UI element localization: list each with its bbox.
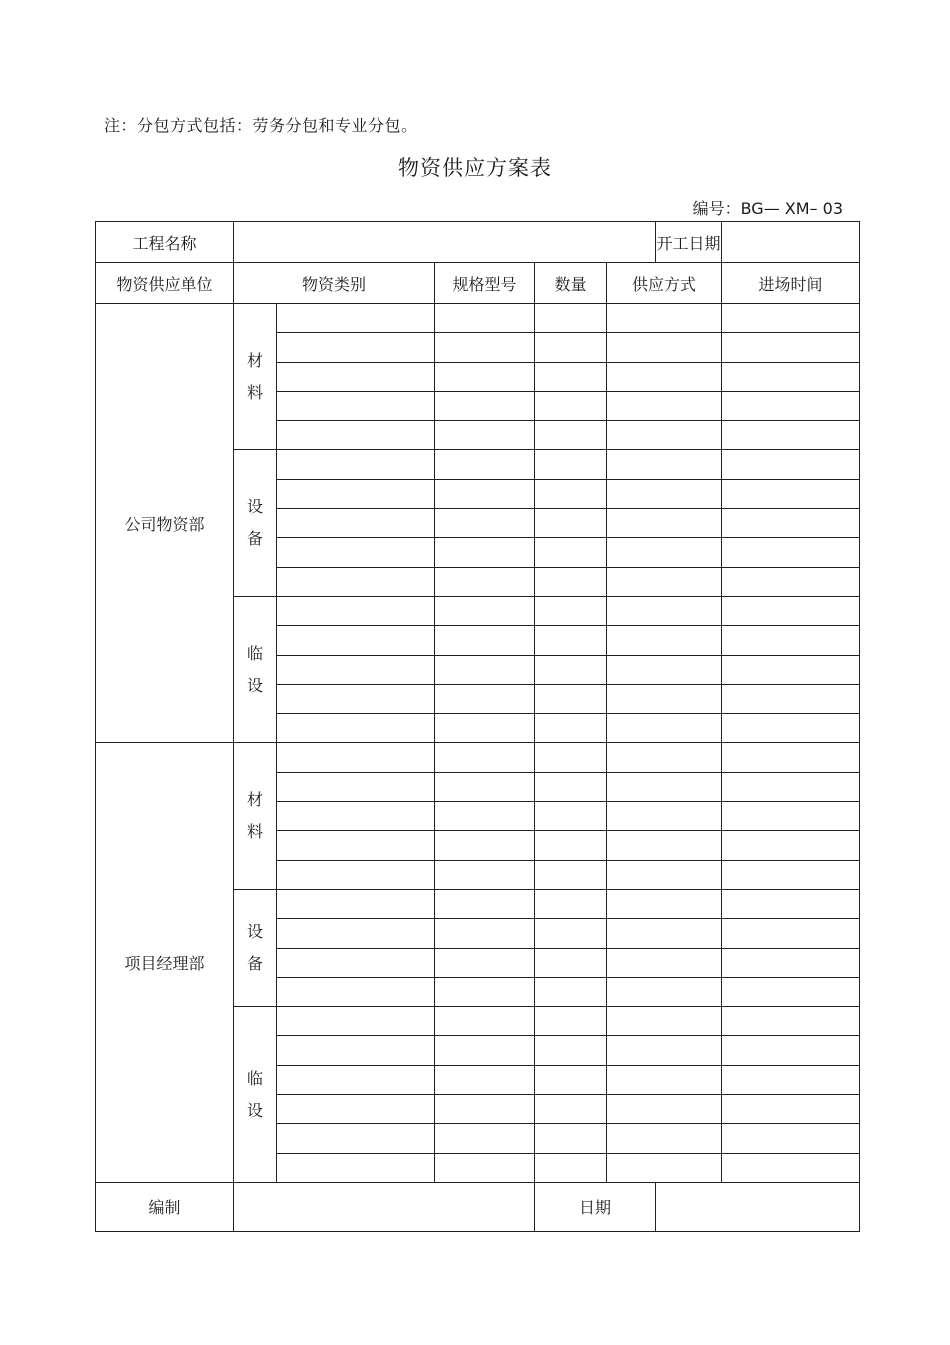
entry-time-cell[interactable] (722, 1124, 860, 1153)
supply-mode-cell[interactable] (607, 684, 722, 713)
category-item-cell[interactable] (277, 1095, 435, 1124)
spec-cell[interactable] (435, 333, 535, 362)
category-item-cell[interactable] (277, 567, 435, 596)
quantity-cell[interactable] (535, 391, 607, 420)
date-field[interactable] (656, 1182, 860, 1231)
supplier-unit-cell: 项目经理部 (96, 743, 234, 1182)
category-item-cell[interactable] (277, 626, 435, 655)
category-item-cell[interactable] (277, 1124, 435, 1153)
category-item-cell[interactable] (277, 802, 435, 831)
supply-mode-cell[interactable] (607, 567, 722, 596)
spec-cell[interactable] (435, 1095, 535, 1124)
supply-mode-cell[interactable] (607, 1124, 722, 1153)
category-group-char: 备 (246, 954, 263, 974)
spec-cell[interactable] (435, 479, 535, 508)
entry-time-cell[interactable] (722, 831, 860, 860)
quantity-cell[interactable] (535, 304, 607, 333)
quantity-cell[interactable] (535, 831, 607, 860)
supply-mode-cell[interactable] (607, 948, 722, 977)
entry-time-cell[interactable] (722, 948, 860, 977)
quantity-cell[interactable] (535, 655, 607, 684)
quantity-cell[interactable] (535, 596, 607, 625)
quantity-cell[interactable] (535, 567, 607, 596)
supply-mode-cell[interactable] (607, 1036, 722, 1065)
spec-cell[interactable] (435, 831, 535, 860)
category-item-cell[interactable] (277, 479, 435, 508)
project-name-field[interactable] (234, 222, 656, 263)
supply-mode-cell[interactable] (607, 479, 722, 508)
supplier-unit-cell: 公司物资部 (96, 304, 234, 743)
category-group-char: 料 (246, 382, 263, 402)
spec-cell[interactable] (435, 977, 535, 1006)
entry-time-cell[interactable] (722, 889, 860, 918)
quantity-cell[interactable] (535, 1153, 607, 1182)
category-item-cell[interactable] (277, 304, 435, 333)
entry-time-cell[interactable] (722, 421, 860, 450)
category-item-cell[interactable] (277, 538, 435, 567)
quantity-cell[interactable] (535, 977, 607, 1006)
entry-time-cell[interactable] (722, 333, 860, 362)
supply-mode-cell[interactable] (607, 772, 722, 801)
supply-mode-cell[interactable] (607, 450, 722, 479)
supply-mode-cell[interactable] (607, 655, 722, 684)
footer-row (96, 1182, 860, 1231)
start-date-label: 开工日期 (656, 222, 722, 263)
spec-cell[interactable] (435, 743, 535, 772)
document-code (600, 196, 843, 219)
spec-cell[interactable] (435, 450, 535, 479)
category-group-label (234, 889, 277, 1006)
entry-time-cell[interactable] (722, 1065, 860, 1094)
category-item-cell[interactable] (277, 948, 435, 977)
entry-time-cell[interactable] (722, 362, 860, 391)
entry-time-cell[interactable] (722, 919, 860, 948)
spec-cell[interactable] (435, 538, 535, 567)
category-group-label (234, 304, 277, 450)
spec-cell[interactable] (435, 509, 535, 538)
entry-time-cell[interactable] (722, 304, 860, 333)
category-item-cell[interactable] (277, 450, 435, 479)
supply-mode-cell[interactable] (607, 538, 722, 567)
category-item-cell[interactable] (277, 596, 435, 625)
prepared-by-field[interactable] (234, 1182, 535, 1231)
quantity-cell[interactable] (535, 948, 607, 977)
quantity-cell[interactable] (535, 333, 607, 362)
entry-time-cell[interactable] (722, 655, 860, 684)
supply-mode-cell[interactable] (607, 362, 722, 391)
quantity-header: 数量 (535, 263, 607, 304)
category-group-char: 设 (246, 497, 263, 517)
spec-cell[interactable] (435, 1065, 535, 1094)
spec-cell[interactable] (435, 684, 535, 713)
category-group-char: 料 (246, 822, 263, 842)
page-title: 物资供应方案表 (398, 156, 552, 180)
category-item-cell[interactable] (277, 684, 435, 713)
supply-mode-cell[interactable] (607, 831, 722, 860)
quantity-cell[interactable] (535, 1007, 607, 1036)
category-item-cell[interactable] (277, 919, 435, 948)
supply-mode-cell[interactable] (607, 304, 722, 333)
quantity-cell[interactable] (535, 860, 607, 889)
supply-mode-cell[interactable] (607, 509, 722, 538)
category-item-cell[interactable] (277, 1007, 435, 1036)
quantity-cell[interactable] (535, 362, 607, 391)
category-item-cell[interactable] (277, 1065, 435, 1094)
spec-header: 规格型号 (435, 263, 535, 304)
note-text: 注：分包方式包括：劳务分包和专业分包。 (104, 116, 418, 135)
spec-cell[interactable] (435, 1007, 535, 1036)
category-item-cell[interactable] (277, 714, 435, 743)
spec-cell[interactable] (435, 391, 535, 420)
quantity-cell[interactable] (535, 1036, 607, 1065)
category-header: 物资类别 (234, 263, 435, 304)
entry-time-cell[interactable] (722, 1153, 860, 1182)
spec-cell[interactable] (435, 596, 535, 625)
supply-mode-header: 供应方式 (607, 263, 722, 304)
quantity-cell[interactable] (535, 509, 607, 538)
quantity-cell[interactable] (535, 919, 607, 948)
quantity-cell[interactable] (535, 772, 607, 801)
entry-time-cell[interactable] (722, 626, 860, 655)
entry-time-header: 进场时间 (722, 263, 860, 304)
spec-cell[interactable] (435, 714, 535, 743)
category-item-cell[interactable] (277, 421, 435, 450)
category-group-label (234, 743, 277, 889)
supply-mode-cell[interactable] (607, 626, 722, 655)
spec-cell[interactable] (435, 772, 535, 801)
category-item-cell[interactable] (277, 391, 435, 420)
quantity-cell[interactable] (535, 1095, 607, 1124)
quantity-cell[interactable] (535, 1124, 607, 1153)
supplier-header: 物资供应单位 (96, 263, 234, 304)
supply-mode-cell[interactable] (607, 889, 722, 918)
category-item-cell[interactable] (277, 655, 435, 684)
category-item-cell[interactable] (277, 743, 435, 772)
spec-cell[interactable] (435, 1124, 535, 1153)
category-group-char: 临 (246, 643, 263, 663)
quantity-cell[interactable] (535, 714, 607, 743)
category-group-label (234, 596, 277, 742)
entry-time-cell[interactable] (722, 802, 860, 831)
spec-cell[interactable] (435, 860, 535, 889)
supply-mode-cell[interactable] (607, 977, 722, 1006)
table-row (96, 743, 860, 772)
spec-cell[interactable] (435, 362, 535, 391)
entry-time-cell[interactable] (722, 714, 860, 743)
supply-mode-cell[interactable] (607, 1153, 722, 1182)
entry-time-cell[interactable] (722, 1095, 860, 1124)
category-item-cell[interactable] (277, 772, 435, 801)
prepared-by-label: 编制 (96, 1182, 234, 1231)
supply-mode-cell[interactable] (607, 802, 722, 831)
date-label: 日期 (535, 1182, 656, 1231)
spec-cell[interactable] (435, 626, 535, 655)
table-row (96, 304, 860, 333)
entry-time-cell[interactable] (722, 509, 860, 538)
quantity-cell[interactable] (535, 626, 607, 655)
spec-cell[interactable] (435, 1036, 535, 1065)
document-code-value: BG— XM– 03 (740, 199, 843, 218)
category-group-char: 材 (246, 350, 263, 370)
entry-time-cell[interactable] (722, 567, 860, 596)
quantity-cell[interactable] (535, 1065, 607, 1094)
quantity-cell[interactable] (535, 889, 607, 918)
supply-mode-cell[interactable] (607, 1065, 722, 1094)
supply-mode-cell[interactable] (607, 1007, 722, 1036)
quantity-cell[interactable] (535, 538, 607, 567)
quantity-cell[interactable] (535, 684, 607, 713)
spec-cell[interactable] (435, 421, 535, 450)
entry-time-cell[interactable] (722, 860, 860, 889)
supply-mode-cell[interactable] (607, 391, 722, 420)
supply-mode-cell[interactable] (607, 714, 722, 743)
spec-cell[interactable] (435, 948, 535, 977)
project-row (96, 222, 860, 263)
spec-cell[interactable] (435, 889, 535, 918)
category-group-label (234, 1007, 277, 1183)
supply-plan-table (95, 221, 860, 1232)
category-item-cell[interactable] (277, 831, 435, 860)
category-item-cell[interactable] (277, 1036, 435, 1065)
entry-time-cell[interactable] (722, 684, 860, 713)
supply-mode-cell[interactable] (607, 333, 722, 362)
entry-time-cell[interactable] (722, 977, 860, 1006)
supply-mode-cell[interactable] (607, 596, 722, 625)
quantity-cell[interactable] (535, 421, 607, 450)
category-group-label (234, 450, 277, 596)
category-item-cell[interactable] (277, 362, 435, 391)
spec-cell[interactable] (435, 1153, 535, 1182)
category-group-char: 设 (246, 1100, 263, 1120)
supply-mode-cell[interactable] (607, 919, 722, 948)
entry-time-cell[interactable] (722, 1007, 860, 1036)
category-item-cell[interactable] (277, 1153, 435, 1182)
category-group-char: 设 (246, 922, 263, 942)
supply-mode-cell[interactable] (607, 421, 722, 450)
quantity-cell[interactable] (535, 802, 607, 831)
entry-time-cell[interactable] (722, 391, 860, 420)
quantity-cell[interactable] (535, 479, 607, 508)
category-group-char: 备 (246, 529, 263, 549)
start-date-field[interactable] (722, 222, 860, 263)
project-name-label: 工程名称 (96, 222, 234, 263)
entry-time-cell[interactable] (722, 450, 860, 479)
supply-mode-cell[interactable] (607, 743, 722, 772)
entry-time-cell[interactable] (722, 1036, 860, 1065)
category-group-char: 材 (246, 790, 263, 810)
category-item-cell[interactable] (277, 333, 435, 362)
spec-cell[interactable] (435, 919, 535, 948)
entry-time-cell[interactable] (722, 772, 860, 801)
supply-mode-cell[interactable] (607, 1095, 722, 1124)
entry-time-cell[interactable] (722, 479, 860, 508)
entry-time-cell[interactable] (722, 743, 860, 772)
entry-time-cell[interactable] (722, 596, 860, 625)
category-group-char: 设 (246, 675, 263, 695)
category-item-cell[interactable] (277, 889, 435, 918)
column-header-row (96, 263, 860, 304)
spec-cell[interactable] (435, 655, 535, 684)
category-item-cell[interactable] (277, 977, 435, 1006)
document-code-label: 编号： (692, 199, 741, 218)
category-group-char: 临 (246, 1068, 263, 1088)
quantity-cell[interactable] (535, 743, 607, 772)
spec-cell[interactable] (435, 567, 535, 596)
quantity-cell[interactable] (535, 450, 607, 479)
category-item-cell[interactable] (277, 860, 435, 889)
supply-mode-cell[interactable] (607, 860, 722, 889)
spec-cell[interactable] (435, 304, 535, 333)
spec-cell[interactable] (435, 802, 535, 831)
entry-time-cell[interactable] (722, 538, 860, 567)
category-item-cell[interactable] (277, 509, 435, 538)
